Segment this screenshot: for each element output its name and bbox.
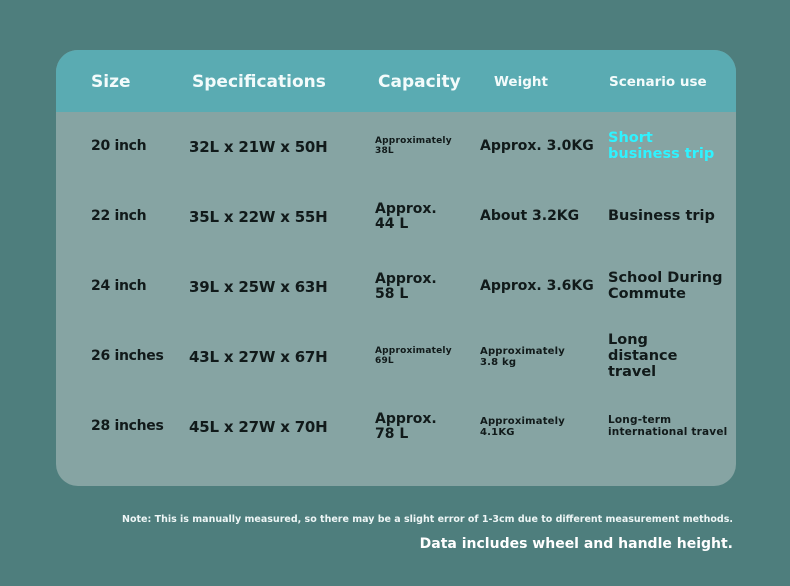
header-size: Size <box>91 72 131 92</box>
cell-capacity: Approx. 44 L <box>375 200 437 232</box>
cell-specifications: 39L x 25W x 63H <box>189 277 328 296</box>
size-table <box>56 50 736 486</box>
cell-scenario: School During Commute <box>608 270 723 302</box>
cell-scenario-highlight: Short business trip <box>608 130 715 162</box>
cell-weight: Approx. 3.6KG <box>480 278 594 295</box>
cell-specifications: 32L x 21W x 50H <box>189 137 328 156</box>
header-capacity: Capacity <box>378 72 461 92</box>
cell-scenario: Long-term international travel <box>608 414 728 438</box>
cell-weight: About 3.2KG <box>480 208 580 225</box>
cell-specifications: 35L x 22W x 55H <box>189 207 328 226</box>
cell-capacity: Approx. 78 L <box>375 410 437 442</box>
cell-size: 24 inch <box>91 278 147 295</box>
cell-capacity: Approx. 58 L <box>375 270 437 302</box>
cell-capacity: Approximately 69L <box>375 346 452 366</box>
cell-weight: Approximately 3.8 kg <box>480 346 566 368</box>
table-row <box>56 112 736 182</box>
header-specifications: Specifications <box>192 72 326 92</box>
table-row <box>56 182 736 252</box>
cell-size: 28 inches <box>91 418 164 435</box>
table-row <box>56 392 736 462</box>
cell-weight: Approx. 3.0KG <box>480 138 594 155</box>
table-row <box>56 252 736 322</box>
wheel-handle-note: Data includes wheel and handle height. <box>419 536 733 552</box>
table-body <box>56 112 736 462</box>
cell-size: 20 inch <box>91 138 147 155</box>
cell-scenario: Long distance travel <box>608 332 678 380</box>
cell-capacity: Approximately 38L <box>375 136 452 156</box>
header-weight: Weight <box>494 74 548 90</box>
table-row <box>56 322 736 392</box>
measurement-note: Note: This is manually measured, so there may be a slight error of 1-3cm due to different measurement methods. <box>122 514 733 525</box>
cell-size: 22 inch <box>91 208 147 225</box>
cell-scenario: Business trip <box>608 208 715 225</box>
header-scenario: Scenario use <box>609 74 707 90</box>
cell-specifications: 45L x 27W x 70H <box>189 417 328 436</box>
cell-specifications: 43L x 27W x 67H <box>189 347 328 366</box>
cell-size: 26 inches <box>91 348 164 365</box>
table-header <box>56 50 736 112</box>
cell-weight: Approximately 4.1KG <box>480 416 566 438</box>
